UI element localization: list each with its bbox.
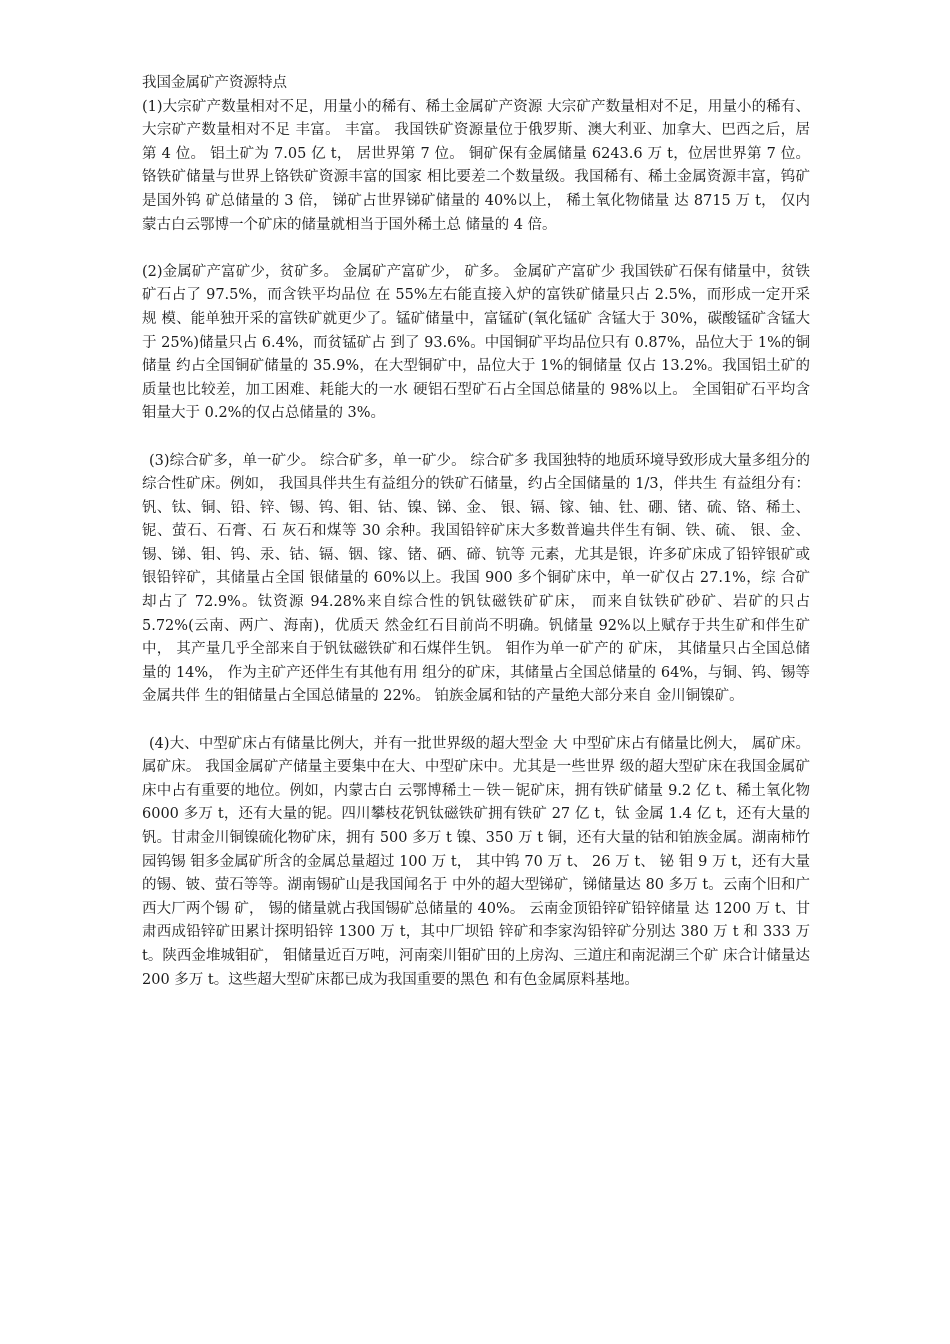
paragraph-4: (4)大、中型矿床占有储量比例大，并有一批世界级的超大型金 大 中型矿床占有储量比例大， 属矿床。 属矿床。 我国金属矿产储量主要集中在大、中型矿床中。尤其是一些世界 级的超大型矿床在我国金属矿床中占有重要的地位。例如，内蒙古白 云鄂博稀土－铁－铌矿床，拥有铁矿储量 9.2 亿 t、稀土氧化物 6000 多万 t，还有大量的铌。四川攀枝花钒钛磁铁矿拥有铁矿 27 亿 t，钛 金属 1.4 亿 t，还有大量的钒。甘肃金川铜镍硫化物矿床，拥有 500 多万 t 镍、350 万 t 铜，还有大量的钴和铂族金属。湖南柿竹园钨锡 钼多金属矿所含的金属总量超过 100 万 t， 其中钨 70 万 t、 26 万 t、 铋 钼 9 万 t，还有大量的锡、铍、萤石等等。湖南锡矿山是我国闻名于 中外的超大型锑矿，锑储量达 80 多万 t。云南个旧和广西大厂两个锡 矿， 锡的储量就占我国锡矿总储量的 40%。 云南金顶铅锌矿铅锌储量 达 1200 万 t、甘肃西成铅锌矿田累计探明铅锌 1300 万 t，其中厂坝铅 锌矿和李家沟铅锌矿分别达 380 万 t 和 333 万 t。陕西金堆城钼矿， 钼储量近百万吨，河南栾川钼矿田的上房沟、三道庄和南泥湖三个矿 床合计储量达 200 多万 t。这些超大型矿床都已成为我国重要的黑色 和有色金属原料基地。 bbox=[142, 735, 810, 988]
document-title: 我国金属矿产资源特点 bbox=[142, 75, 287, 91]
paragraph-2: (2)金属矿产富矿少，贫矿多。 金属矿产富矿少， 矿多。 金属矿产富矿少 我国铁矿石保有储量中，贫铁矿石占了 97.5%，而含铁平均品位 在 55%左右能直接入炉的富铁矿储量只占 2.5%，而形成一定开采规 模、能单独开采的富铁矿就更少了。锰矿储量中，富锰矿(氧化锰矿 含锰大于 30%，碳酸锰矿含锰大于 25%)储量只占 6.4%，而贫锰矿占 到了 93.6%。中国铜矿平均品位只有 0.87%，品位大于 1%的铜储量 约占全国铜矿储量的 35.9%，在大型铜矿中，品位大于 1%的铜储量 仅占 13.2%。我国铝土矿的质量也比较差，加工困难、耗能大的一水 硬铝石型矿石占全国总储量的 98%以上。 全国钼矿石平均含钼量大于 0.2%的仅占总储量的 3%。 bbox=[142, 263, 810, 422]
paragraph-3: (3)综合矿多，单一矿少。 综合矿多，单一矿少。 综合矿多 我国独特的地质环境导致形成大量多组分的综合性矿床。例如， 我国具伴共生有益组分的铁矿石储量，约占全国储量的 1/3，伴共生 有益组分有：钒、钛、铜、铅、锌、锡、钨、钼、钴、镍、锑、金、 银、镉、镓、铀、钍、硼、锗、硫、铬、稀土、铌、萤石、石膏、石 灰石和煤等 30 余种。我国铅锌矿床大多数普遍共伴生有铜、铁、硫、 银、金、锡、锑、钼、钨、汞、钴、镉、铟、镓、锗、硒、碲、钪等 元素，尤其是银，许多矿床成了铅锌银矿或银铅锌矿，其储量占全国 银储量的 60%以上。我国 900 多个铜矿床中，单一矿仅占 27.1%，综 合矿却占了 72.9%。钛资源 94.28%来自综合性的钒钛磁铁矿矿床， 而来自钛铁矿砂矿、岩矿的只占 5.72%(云南、两广、海南)，优质天 然金红石目前尚不明确。钒储量 92%以上赋存于共生矿和伴生矿中， 其产量几乎全部来自于钒钛磁铁矿和石煤伴生钒。 钼作为单一矿产的 矿床， 其储量只占全国总储量的 14%， 作为主矿产还伴生有其他有用 组分的矿床，其储量占全国总储量的 64%，与铜、钨、锡等金属共伴 生的钼储量占全国总储量的 22%。 铂族金属和钴的产量绝大部分来自 金川铜镍矿。 bbox=[142, 452, 810, 705]
paragraph-1: (1)大宗矿产数量相对不足，用量小的稀有、稀土金属矿产资源 大宗矿产数量相对不足，用量小的稀有、 大宗矿产数量相对不足 丰富。 丰富。 我国铁矿资源量位于俄罗斯、澳大利亚、加拿大、巴西之后，居 第 4 位。 铝土矿为 7.05 亿 t， 居世界第 7 位。 铜矿保有金属储量 6243.6 万 t，位居世界第 7 位。铬铁矿储量与世界上铬铁矿资源丰富的国家 相比要差二个数量级。我国稀有、稀土金属资源丰富，钨矿是国外钨 矿总储量的 3 倍， 锑矿占世界锑矿储量的 40%以上， 稀土氧化物储量 达 8715 万 t， 仅内蒙古白云鄂博一个矿床的储量就相当于国外稀土总 储量的 4 倍。 bbox=[142, 98, 810, 233]
paragraph-spacer bbox=[142, 426, 810, 450]
paragraph-spacer bbox=[142, 709, 810, 733]
document-body bbox=[142, 72, 810, 992]
paragraph-spacer bbox=[142, 237, 810, 261]
